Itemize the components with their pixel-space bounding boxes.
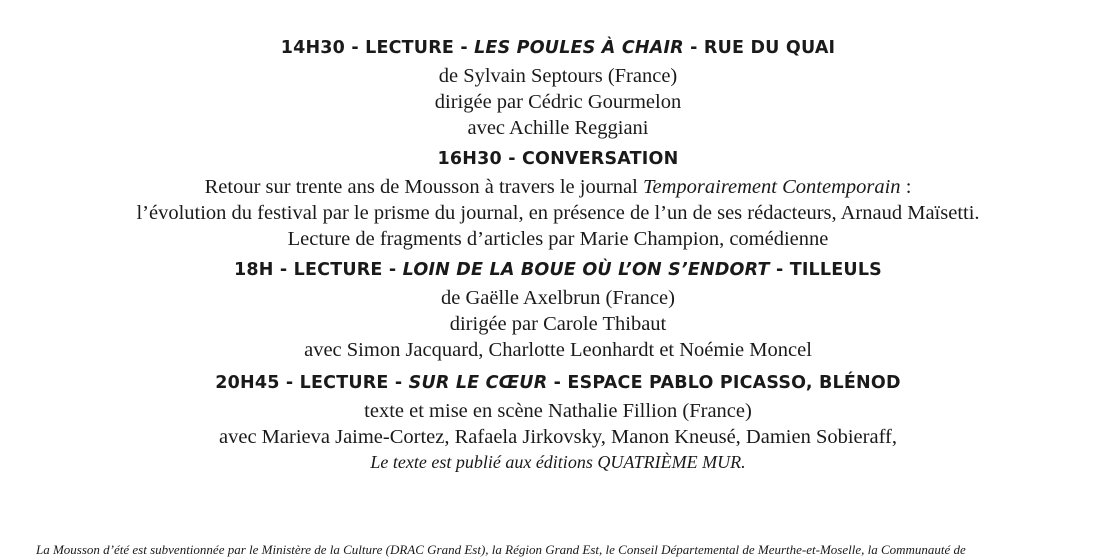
event-lecture-poules [0,37,1116,141]
event-heading: 14H30 - LECTURE - LES POULES À CHAIR - RUE DU QUAI [280,38,836,58]
event-conversation [0,148,1116,252]
event-description-3: Lecture de fragments d’articles par Marie Champion, comédienne [287,228,829,250]
event-heading: 18H - LECTURE - LOIN DE LA BOUE OÙ L’ON S’ENDORT - TILLEULS [234,260,882,280]
event-lecture-coeur [0,372,1116,474]
event-title: SUR LE CŒUR [408,373,548,393]
event-director: dirigée par Cédric Gourmelon [434,91,682,113]
event-heading: 16H30 - CONVERSATION [437,149,679,169]
event-director: dirigée par Carole Thibaut [449,313,667,335]
event-description: Retour sur trente ans de Mousson à travers le journal Temporairement Contemporain : [204,176,912,198]
event-title: LES POULES À CHAIR [474,38,684,58]
event-author: de Gaëlle Axelbrun (France) [441,287,675,309]
event-title: LOIN DE LA BOUE OÙ L’ON S’ENDORT [402,260,770,280]
event-heading: 20H45 - LECTURE - SUR LE CŒUR - ESPACE PABLO PICASSO, BLÉNOD [215,373,901,393]
event-author: de Sylvain Septours (France) [438,65,678,87]
journal-title: Temporairement Contemporain [642,176,901,198]
funding-footer: La Mousson d’été est subventionnée par le Ministère de la Culture (DRAC Grand Est), la Région Grand Est, le Conseil Départemental de Meurthe-et-Moselle, la Communauté de [36,542,966,557]
event-description-2: l’évolution du festival par le prisme du journal, en présence de l’un de ses rédacteurs, Arnaud Maïsetti. [136,202,980,224]
event-cast: avec Marieva Jaime-Cortez, Rafaela Jirkovsky, Manon Kneusé, Damien Sobieraff, [219,426,897,448]
event-cast: avec Simon Jacquard, Charlotte Leonhardt et Noémie Moncel [304,339,812,361]
event-note: Le texte est publié aux éditions QUATRIÈME MUR. [370,452,746,472]
event-author: texte et mise en scène Nathalie Fillion (France) [364,400,752,422]
event-cast: avec Achille Reggiani [467,117,649,139]
event-lecture-loin [0,259,1116,363]
